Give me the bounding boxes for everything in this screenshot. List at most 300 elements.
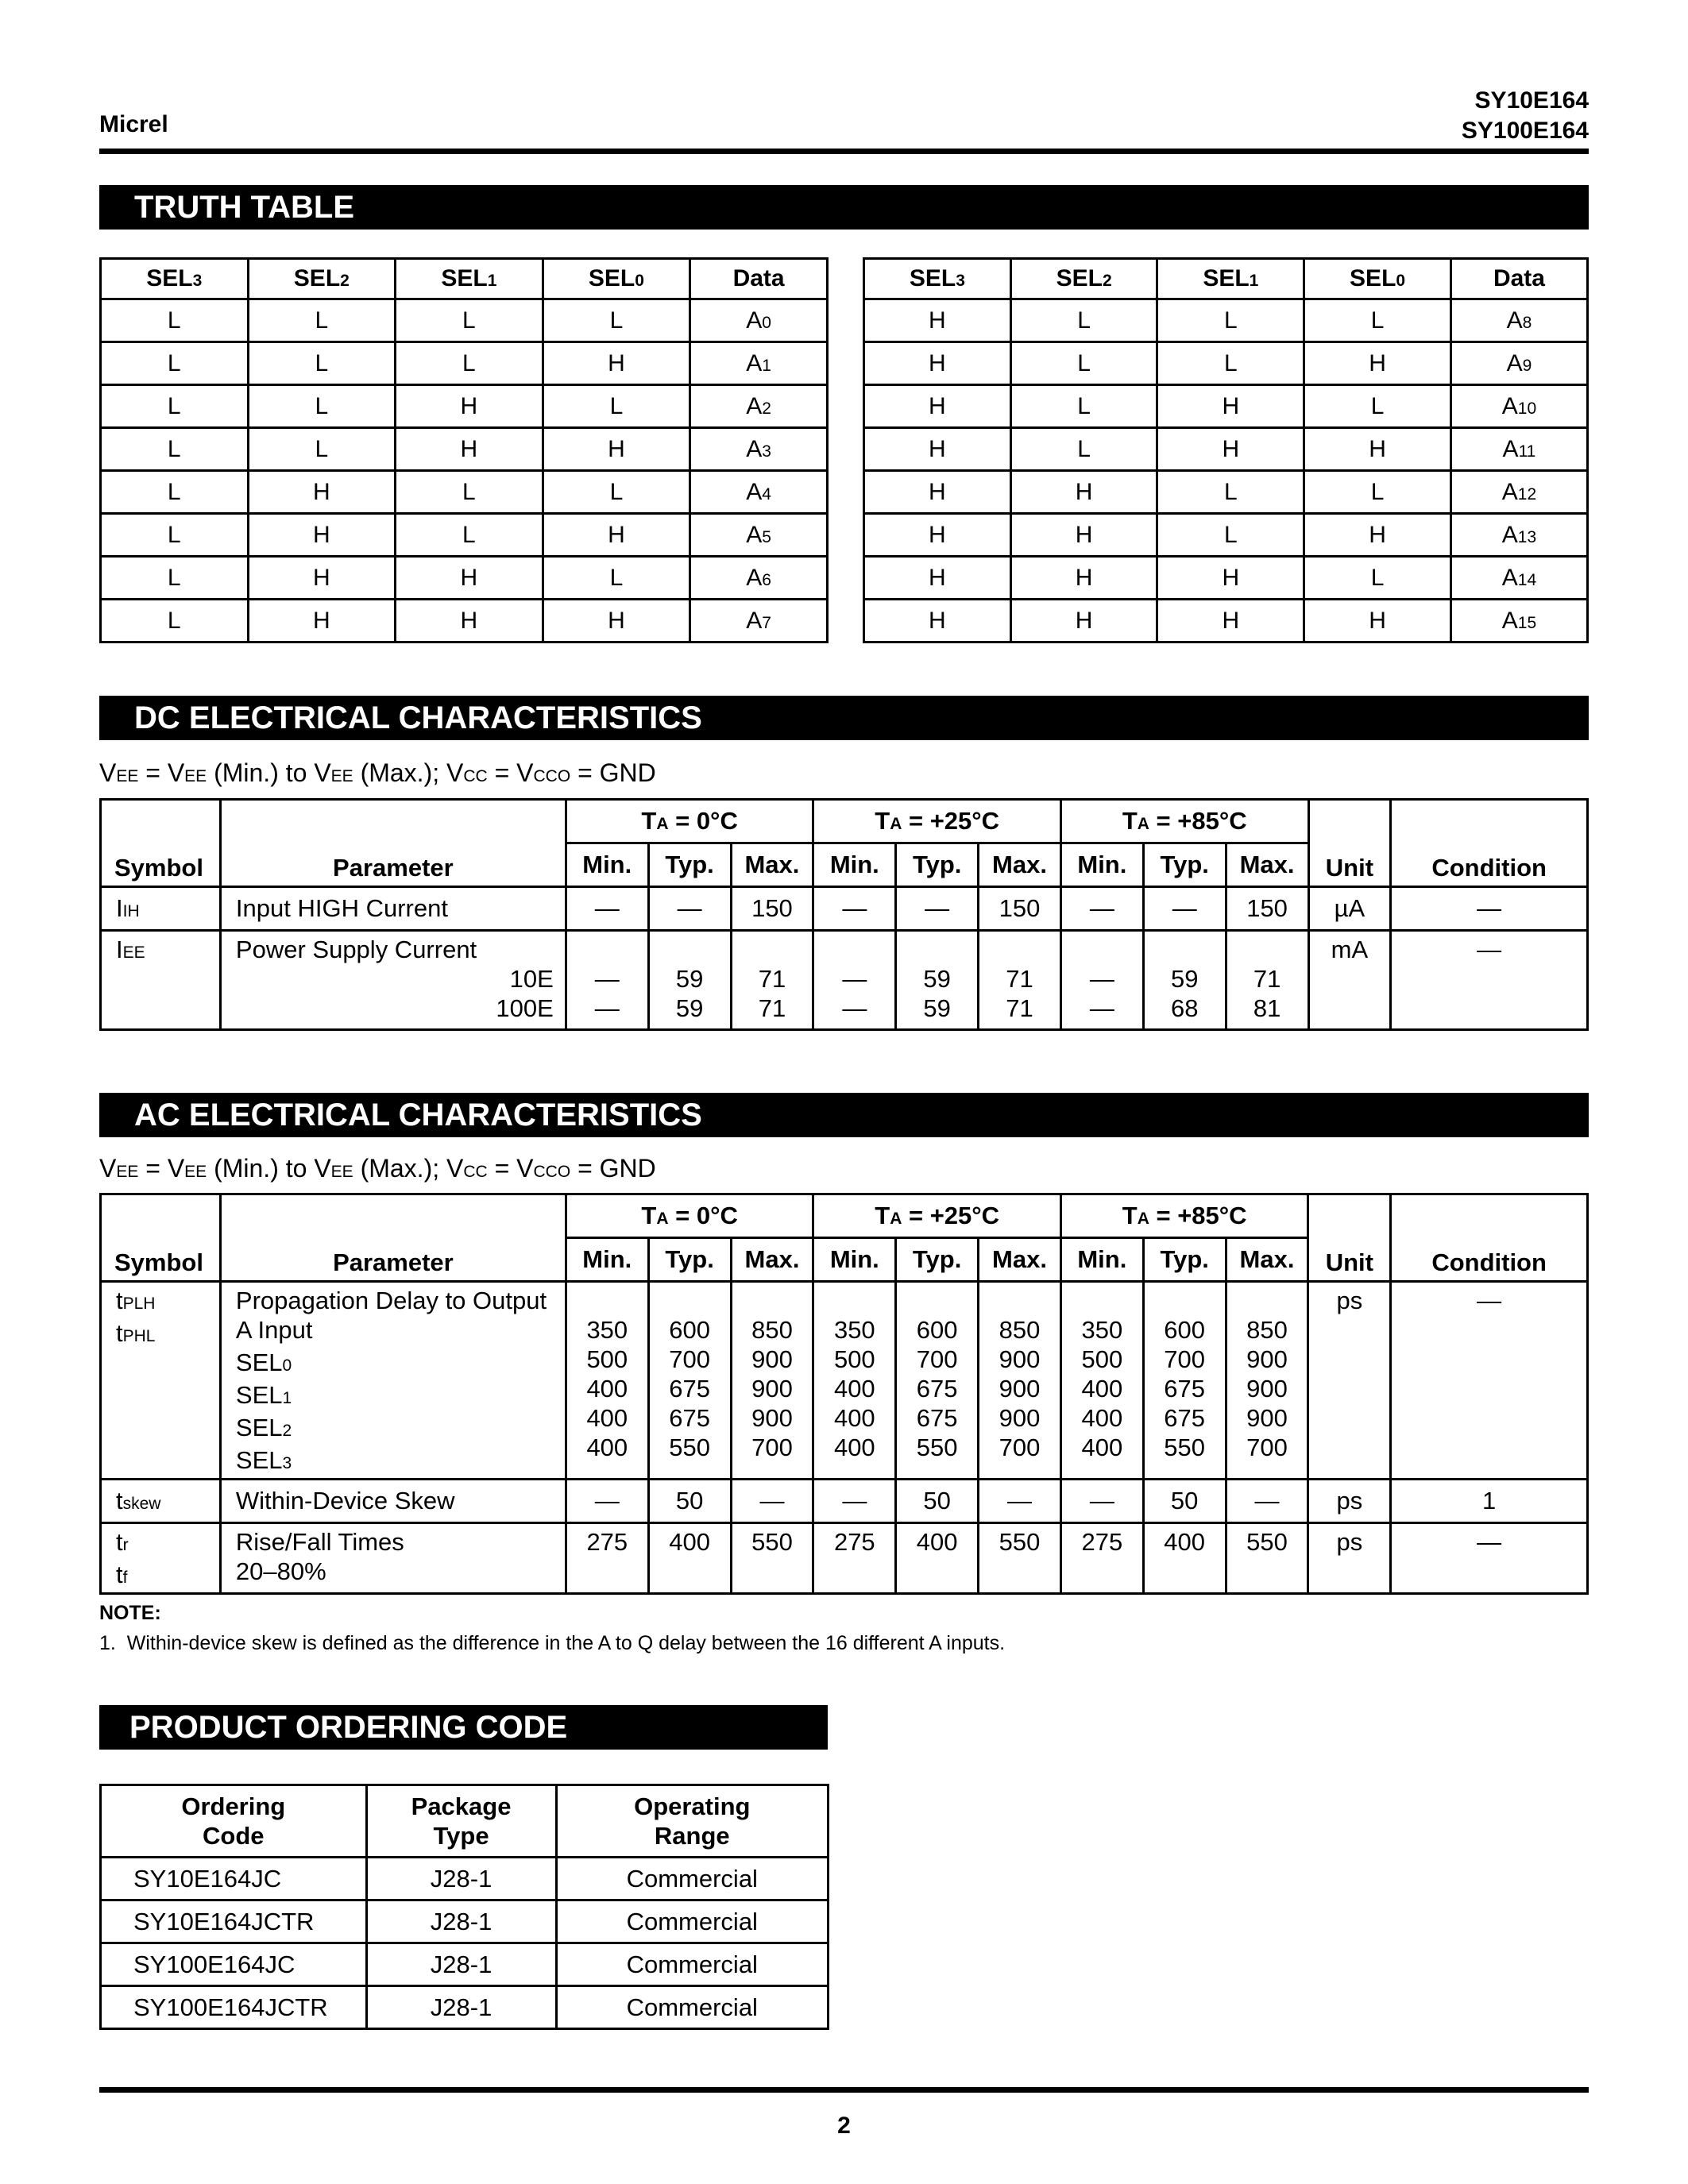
value-cell xyxy=(566,1282,648,1480)
column-header-sub: 1 xyxy=(487,272,497,290)
value-cell: 400 xyxy=(1143,1523,1226,1594)
column-header xyxy=(1450,259,1587,299)
value: 550 xyxy=(669,1433,710,1461)
value: 900 xyxy=(1246,1375,1288,1403)
header-max: Max. xyxy=(1226,1238,1308,1282)
column-header xyxy=(101,1785,367,1858)
parameter-name: Power Supply Current xyxy=(235,936,477,963)
condition-subscript: CC xyxy=(463,1163,488,1181)
cell-sel0: L xyxy=(543,299,690,342)
truth-table-left xyxy=(99,257,829,643)
data-value-sub: 13 xyxy=(1517,527,1537,546)
value-cell: — xyxy=(1060,1480,1143,1523)
header-row-temps xyxy=(101,1194,1588,1238)
value-cell: — xyxy=(731,1480,813,1523)
operating-range: Commercial xyxy=(556,1900,828,1943)
truth-table-right xyxy=(863,257,1589,643)
value-cell xyxy=(1143,931,1226,1030)
value-cell xyxy=(813,931,896,1030)
header-symbol: Symbol xyxy=(101,800,221,887)
cell-sel3: L xyxy=(101,428,249,471)
temperature-main: T xyxy=(875,807,890,835)
cell-sel1: L xyxy=(396,471,543,514)
value: 900 xyxy=(751,1345,793,1373)
header-temperature xyxy=(566,1194,813,1238)
column-header xyxy=(101,259,249,299)
cell-data xyxy=(1450,428,1587,471)
temperature-main: T xyxy=(1122,807,1138,835)
cell-sel1: H xyxy=(1157,557,1304,600)
cell-sel1: H xyxy=(396,428,543,471)
table-row xyxy=(101,342,828,385)
value: 400 xyxy=(1081,1375,1123,1403)
value: 600 xyxy=(916,1316,958,1344)
condition-text: (Max.); V xyxy=(353,758,464,787)
data-value-main: A xyxy=(1506,307,1523,334)
cell-data xyxy=(690,600,828,642)
spacer xyxy=(650,1286,730,1315)
data-value-main: A xyxy=(746,521,763,548)
cell-sel3: L xyxy=(101,471,249,514)
condition-subscript: EE xyxy=(116,1163,139,1181)
cell-sel0: L xyxy=(543,471,690,514)
spacer xyxy=(1062,1286,1142,1315)
value-cell xyxy=(731,931,813,1030)
value: 700 xyxy=(751,1433,793,1461)
condition-cell: — xyxy=(1391,1282,1588,1480)
condition-subscript: CCO xyxy=(533,1163,571,1181)
table-row xyxy=(864,385,1588,428)
value: — xyxy=(842,965,867,993)
temperature-value: = +85°C xyxy=(1149,1202,1247,1229)
value: 900 xyxy=(999,1375,1041,1403)
header-rule xyxy=(99,149,1589,154)
value: 900 xyxy=(1246,1345,1288,1373)
condition-subscript: EE xyxy=(330,1163,353,1181)
value-cell xyxy=(896,931,979,1030)
temperature-sub: A xyxy=(656,1210,669,1228)
value: 675 xyxy=(1164,1404,1206,1432)
temperature-value: = 0°C xyxy=(668,807,738,835)
unit-cell: µA xyxy=(1308,887,1391,931)
cell-sel2: H xyxy=(1010,600,1157,642)
value: 675 xyxy=(669,1404,710,1432)
cell-sel3: L xyxy=(101,600,249,642)
header-unit: Unit xyxy=(1308,1194,1391,1282)
value: 700 xyxy=(999,1433,1041,1461)
value-cell: 550 xyxy=(1226,1523,1308,1594)
value-cell: 50 xyxy=(896,1480,979,1523)
spacer xyxy=(814,1286,894,1315)
data-value-sub: 12 xyxy=(1517,484,1537,504)
table-row xyxy=(101,471,828,514)
condition-cell: — xyxy=(1391,931,1588,1030)
cell-sel3: L xyxy=(101,299,249,342)
parameter-cell xyxy=(220,931,566,1030)
value: 675 xyxy=(916,1375,958,1403)
value-cell: 400 xyxy=(648,1523,731,1594)
parameter-name: Rise/Fall Times xyxy=(235,1528,404,1556)
value-cell xyxy=(896,1282,979,1480)
temperature-main: T xyxy=(875,1202,890,1229)
value: 71 xyxy=(758,965,786,993)
cell-sel0: H xyxy=(1304,600,1451,642)
condition-cell: — xyxy=(1391,1523,1588,1594)
ordering-table xyxy=(99,1784,829,2030)
cell-sel3: H xyxy=(864,342,1011,385)
company-name: Micrel xyxy=(99,111,168,137)
value-cell xyxy=(566,931,648,1030)
table-row xyxy=(864,514,1588,557)
header-max: Max. xyxy=(979,843,1061,887)
value: 400 xyxy=(833,1404,875,1432)
header-min: Min. xyxy=(813,843,896,887)
value: 350 xyxy=(586,1316,628,1344)
parameter-variant: 10E xyxy=(509,965,554,993)
column-header-main: SEL xyxy=(146,265,193,291)
table-row xyxy=(864,299,1588,342)
column-header-main: Data xyxy=(1493,265,1545,291)
header-parameter: Parameter xyxy=(220,800,566,887)
header-temperature xyxy=(1060,800,1308,843)
cell-sel3: H xyxy=(864,600,1011,642)
table-row xyxy=(101,1523,1588,1594)
value: 400 xyxy=(1081,1433,1123,1461)
temperature-value: = +85°C xyxy=(1149,807,1247,835)
package-type: J28-1 xyxy=(366,1943,556,1986)
cell-sel0: L xyxy=(543,385,690,428)
data-value-main: A xyxy=(1501,607,1518,634)
value: 500 xyxy=(586,1345,628,1373)
parameter-cell xyxy=(220,1523,566,1594)
value: 900 xyxy=(751,1375,793,1403)
value-cell: 275 xyxy=(813,1523,896,1594)
package-type: J28-1 xyxy=(366,1900,556,1943)
symbol-main: I xyxy=(116,936,123,963)
header-row-temps xyxy=(101,800,1588,843)
value-cell: — xyxy=(813,1480,896,1523)
input-sub: 0 xyxy=(282,1356,292,1375)
cell-sel2: H xyxy=(1010,471,1157,514)
value: 400 xyxy=(1081,1404,1123,1432)
table-row xyxy=(864,600,1588,642)
data-value-sub: 8 xyxy=(1522,313,1532,332)
header-min: Min. xyxy=(1060,1238,1143,1282)
temperature-value: = 0°C xyxy=(668,1202,738,1229)
condition-subscript: EE xyxy=(184,767,207,785)
ac-section-title: AC ELECTRICAL CHARACTERISTICS xyxy=(99,1093,1589,1137)
temperature-main: T xyxy=(641,1202,657,1229)
header-line: Operating xyxy=(634,1792,751,1820)
data-value-main: A xyxy=(1502,435,1519,462)
value: 71 xyxy=(1006,994,1033,1022)
value: 59 xyxy=(923,965,951,993)
cell-sel0: L xyxy=(1304,471,1451,514)
cell-sel0: L xyxy=(1304,299,1451,342)
value: 700 xyxy=(1164,1345,1206,1373)
value: 400 xyxy=(833,1433,875,1461)
header-parameter: Parameter xyxy=(220,1194,566,1282)
value: — xyxy=(1089,965,1114,993)
value-cell xyxy=(979,931,1061,1030)
value: 400 xyxy=(586,1433,628,1461)
cell-sel0: L xyxy=(543,557,690,600)
table-row xyxy=(101,557,828,600)
value-cell: — xyxy=(979,1480,1061,1523)
ordering-code: SY10E164JCTR xyxy=(101,1900,367,1943)
header-typ: Typ. xyxy=(896,1238,979,1282)
parameter-range: 20–80% xyxy=(235,1557,326,1585)
value-cell xyxy=(979,1282,1061,1480)
cell-sel0: H xyxy=(543,514,690,557)
value-cell: — xyxy=(1226,1480,1308,1523)
value: — xyxy=(842,994,867,1022)
symbol-line xyxy=(116,1527,219,1560)
parameter-cell: Input HIGH Current xyxy=(220,887,566,931)
data-value-main: A xyxy=(746,478,763,505)
header-line: Range xyxy=(654,1822,730,1850)
table-row xyxy=(101,428,828,471)
cell-sel2: H xyxy=(1010,557,1157,600)
header-min: Min. xyxy=(1060,843,1143,887)
spacer xyxy=(732,1286,813,1315)
cell-sel1: H xyxy=(1157,600,1304,642)
value: 350 xyxy=(1081,1316,1123,1344)
table-row xyxy=(101,887,1588,931)
package-type: J28-1 xyxy=(366,1986,556,2029)
header-typ: Typ. xyxy=(1143,843,1226,887)
data-value-main: A xyxy=(746,349,763,376)
table-row xyxy=(101,385,828,428)
value: 59 xyxy=(675,965,704,993)
condition-text: (Min.) to V xyxy=(207,758,331,787)
column-header-sub: 2 xyxy=(340,272,350,290)
cell-sel3: H xyxy=(864,471,1011,514)
column-header-sub: 3 xyxy=(956,272,965,290)
data-value-sub: 11 xyxy=(1518,442,1536,461)
value-cell: — xyxy=(648,887,731,931)
note-text: 1. Within-device skew is defined as the difference in the A to Q delay between the 16 different A inputs. xyxy=(99,1632,1006,1654)
value-cell: — xyxy=(896,887,979,931)
value: 675 xyxy=(1164,1375,1206,1403)
value-cell: 150 xyxy=(1226,887,1308,931)
value: 500 xyxy=(833,1345,875,1373)
temperature-sub: A xyxy=(656,815,669,833)
value-cell xyxy=(1226,931,1308,1030)
operating-range: Commercial xyxy=(556,1986,828,2029)
column-header-sub: 0 xyxy=(635,272,644,290)
symbol-sub: PLH xyxy=(122,1295,156,1313)
data-value-sub: 5 xyxy=(762,527,771,546)
cell-sel0: H xyxy=(543,342,690,385)
cell-sel3: H xyxy=(864,385,1011,428)
input-sub: 1 xyxy=(282,1389,292,1407)
header-typ: Typ. xyxy=(648,1238,731,1282)
value-cell: — xyxy=(1143,887,1226,931)
cell-data xyxy=(690,342,828,385)
data-value-main: A xyxy=(746,564,763,591)
symbol-line xyxy=(116,1560,219,1592)
value-cell: 150 xyxy=(979,887,1061,931)
cell-sel3: L xyxy=(101,385,249,428)
data-value-sub: 15 xyxy=(1517,613,1537,632)
column-header xyxy=(543,259,690,299)
table-row xyxy=(101,1986,829,2029)
value: 900 xyxy=(751,1404,793,1432)
value: 675 xyxy=(669,1375,710,1403)
parameter-name: Propagation Delay to Output xyxy=(235,1287,547,1314)
condition-text: V xyxy=(99,758,117,787)
temperature-main: T xyxy=(1122,1202,1138,1229)
data-value-main: A xyxy=(1501,478,1518,505)
cell-sel1: H xyxy=(1157,428,1304,471)
cell-sel2: H xyxy=(248,514,396,557)
header-line: Ordering xyxy=(181,1792,286,1820)
spacer xyxy=(732,935,813,964)
truth-table-header xyxy=(101,259,828,299)
dc-conditions xyxy=(99,758,656,788)
temperature-sub: A xyxy=(890,815,902,833)
table-row xyxy=(101,1480,1588,1523)
spacer xyxy=(650,935,730,964)
value: — xyxy=(594,965,620,993)
cell-sel0: L xyxy=(1304,557,1451,600)
table-row xyxy=(101,1858,829,1900)
operating-range: Commercial xyxy=(556,1943,828,1986)
data-value-main: A xyxy=(1506,349,1523,376)
value: 550 xyxy=(916,1433,958,1461)
header-temperature xyxy=(566,800,813,843)
column-header-main: SEL xyxy=(909,265,956,291)
cell-sel2: L xyxy=(1010,342,1157,385)
header-row xyxy=(101,1785,829,1858)
unit-cell: mA xyxy=(1308,931,1391,1030)
dc-section-title: DC ELECTRICAL CHARACTERISTICS xyxy=(99,696,1589,740)
value-cell xyxy=(731,1282,813,1480)
unit-cell: ps xyxy=(1308,1480,1391,1523)
operating-range: Commercial xyxy=(556,1858,828,1900)
column-header-sub: 2 xyxy=(1102,272,1112,290)
symbol-cell xyxy=(101,1523,221,1594)
input-main: SEL xyxy=(235,1381,283,1409)
symbol-main: t xyxy=(116,1487,123,1515)
value: 550 xyxy=(1164,1433,1206,1461)
data-value-main: A xyxy=(746,607,763,634)
data-value-sub: 7 xyxy=(762,613,771,632)
spacer xyxy=(897,935,977,964)
condition-text: V xyxy=(99,1154,117,1183)
column-header xyxy=(366,1785,556,1858)
symbol-sub: PHL xyxy=(122,1327,156,1345)
input-main: SEL xyxy=(235,1446,283,1474)
symbol-sub: r xyxy=(122,1536,129,1554)
cell-sel1: L xyxy=(396,342,543,385)
cell-sel1: L xyxy=(396,299,543,342)
table-row xyxy=(864,557,1588,600)
temperature-sub: A xyxy=(1137,1210,1149,1228)
column-header-main: SEL xyxy=(1203,265,1250,291)
column-header xyxy=(556,1785,828,1858)
data-value-main: A xyxy=(746,435,763,462)
condition-cell: — xyxy=(1391,887,1588,931)
cell-sel2: L xyxy=(248,299,396,342)
value-cell: 150 xyxy=(731,887,813,931)
header-line: Type xyxy=(433,1822,489,1850)
data-value-main: A xyxy=(1501,392,1518,419)
condition-subscript: EE xyxy=(184,1163,207,1181)
cell-sel2: H xyxy=(248,471,396,514)
cell-sel3: H xyxy=(864,557,1011,600)
ordering-section-title: PRODUCT ORDERING CODE xyxy=(99,1705,828,1750)
cell-sel0: H xyxy=(1304,514,1451,557)
data-value-sub: 10 xyxy=(1517,399,1537,418)
data-value-main: A xyxy=(1501,564,1518,591)
input-main: SEL xyxy=(235,1349,283,1376)
page-number: 2 xyxy=(837,2113,851,2139)
note-title: NOTE: xyxy=(99,1602,161,1624)
value: 59 xyxy=(1170,965,1199,993)
value-cell: — xyxy=(566,1480,648,1523)
table-row xyxy=(101,514,828,557)
header-max: Max. xyxy=(731,843,813,887)
value: — xyxy=(594,994,620,1022)
cell-sel2: L xyxy=(248,428,396,471)
value: 850 xyxy=(1246,1316,1288,1344)
value: 900 xyxy=(1246,1404,1288,1432)
unit-cell: ps xyxy=(1308,1282,1391,1480)
value: 850 xyxy=(751,1316,793,1344)
value: 71 xyxy=(758,994,786,1022)
header-unit: Unit xyxy=(1308,800,1391,887)
data-value-main: A xyxy=(746,392,763,419)
cell-sel0: H xyxy=(543,428,690,471)
header-typ: Typ. xyxy=(896,843,979,887)
condition-subscript: EE xyxy=(116,767,139,785)
value-cell: — xyxy=(1060,887,1143,931)
value: 400 xyxy=(833,1375,875,1403)
cell-sel1: H xyxy=(1157,385,1304,428)
cell-data xyxy=(690,514,828,557)
column-header xyxy=(1157,259,1304,299)
input-sub: 3 xyxy=(282,1454,292,1472)
spacer xyxy=(897,1286,977,1315)
temperature-main: T xyxy=(641,807,657,835)
value-cell: 275 xyxy=(1060,1523,1143,1594)
header-min: Min. xyxy=(813,1238,896,1282)
column-header-main: SEL xyxy=(293,265,341,291)
cell-sel1: H xyxy=(396,385,543,428)
unit-cell: ps xyxy=(1308,1523,1391,1594)
footer-rule xyxy=(99,2087,1589,2093)
cell-data xyxy=(690,385,828,428)
value-cell xyxy=(1060,1282,1143,1480)
symbol-line xyxy=(116,1286,219,1318)
header-condition: Condition xyxy=(1391,1194,1588,1282)
cell-data xyxy=(1450,514,1587,557)
symbol-cell xyxy=(101,887,221,931)
cell-sel3: L xyxy=(101,514,249,557)
column-header-sub: 0 xyxy=(1396,272,1406,290)
parameter-variant xyxy=(236,1348,565,1380)
symbol-cell xyxy=(101,1480,221,1523)
cell-sel1: L xyxy=(396,514,543,557)
truth-table-title: TRUTH TABLE xyxy=(99,185,1589,230)
value-cell: 400 xyxy=(896,1523,979,1594)
column-header-main: SEL xyxy=(441,265,488,291)
symbol-main: t xyxy=(116,1319,123,1347)
temperature-sub: A xyxy=(890,1210,902,1228)
data-value-sub: 1 xyxy=(762,356,771,375)
